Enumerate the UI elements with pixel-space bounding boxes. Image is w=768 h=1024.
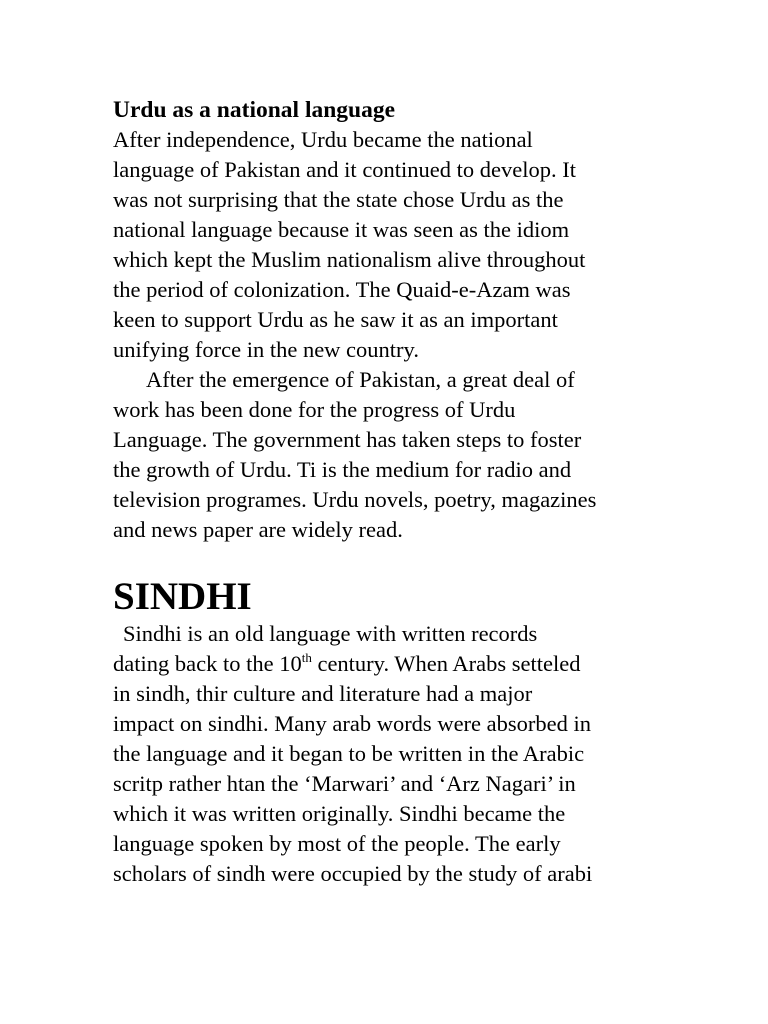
sindhi-line: scholars of sindh were occupied by the study of arabi — [113, 861, 593, 886]
urdu-p2-line: and news paper are widely read. — [113, 517, 403, 542]
sindhi-line-text: dating back to the 10 — [113, 651, 302, 676]
urdu-p1-line: which kept the Muslim nationalism alive throughout — [113, 247, 586, 272]
sindhi-heading: SINDHI — [113, 575, 252, 618]
urdu-p2-line: the growth of Urdu. Ti is the medium for radio and — [113, 457, 572, 482]
sindhi-line: language spoken by most of the people. The early — [113, 831, 561, 856]
urdu-p1-line: national language because it was seen as the idiom — [113, 217, 570, 242]
sindhi-line: in sindh, thir culture and literature had a major — [113, 681, 533, 706]
sindhi-section — [113, 619, 673, 889]
ordinal-superscript: th — [301, 649, 312, 665]
urdu-p2-line: television programes. Urdu novels, poetry, magazines — [113, 487, 597, 512]
sindhi-line-text: century. When Arabs setteled — [311, 651, 581, 676]
sindhi-line: scritp rather htan the ‘Marwari’ and ‘Arz Nagari’ in — [113, 771, 576, 796]
sindhi-line: impact on sindhi. Many arab words were absorbed in — [113, 711, 592, 736]
urdu-p1-line: was not surprising that the state chose Urdu as the — [113, 187, 564, 212]
urdu-section — [113, 95, 673, 545]
urdu-p2-line: work has been done for the progress of Urdu — [113, 397, 516, 422]
sindhi-line: which it was written originally. Sindhi became the — [113, 801, 566, 826]
urdu-p2-line: After the emergence of Pakistan, a great deal of — [146, 367, 575, 392]
urdu-p1-line: keen to support Urdu as he saw it as an important — [113, 307, 558, 332]
sindhi-line: Sindhi is an old language with written records — [123, 621, 538, 646]
sindhi-line: the language and it began to be written in the Arabic — [113, 741, 585, 766]
urdu-heading: Urdu as a national language — [113, 97, 396, 123]
urdu-p1-line: the period of colonization. The Quaid-e-Azam was — [113, 277, 571, 302]
urdu-p1-line: After independence, Urdu became the national — [113, 127, 533, 152]
sindhi-line-with-superscript — [113, 649, 673, 679]
urdu-p1-line: unifying force in the new country. — [113, 337, 419, 362]
urdu-p1-line: language of Pakistan and it continued to develop. It — [113, 157, 577, 182]
urdu-p2-line: Language. The government has taken steps to foster — [113, 427, 582, 452]
